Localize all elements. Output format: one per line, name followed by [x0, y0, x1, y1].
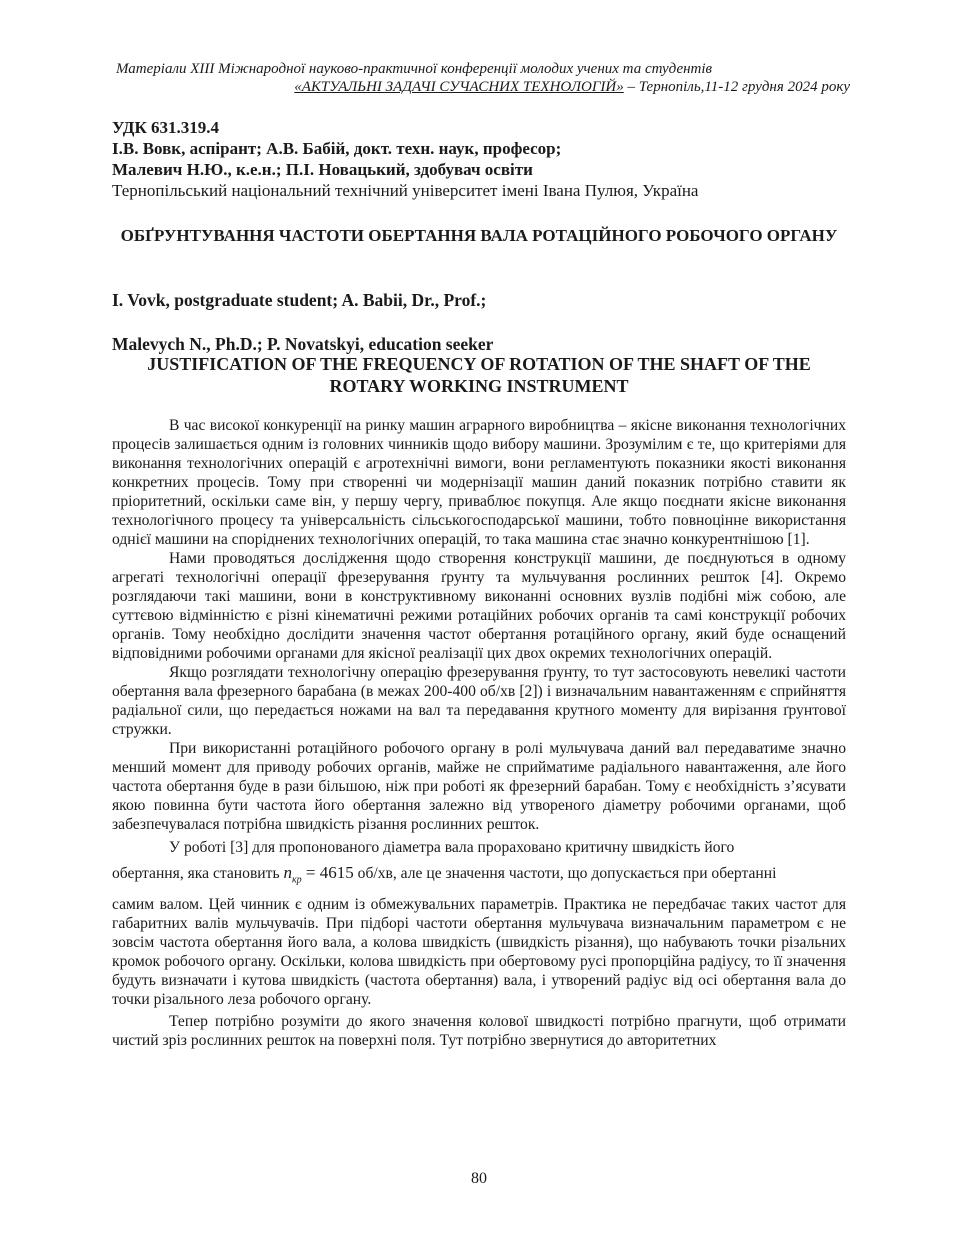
authors-en-line2: Malevych N., Ph.D.; P. Novatskyi, education seeker [112, 334, 494, 354]
title-ukrainian: ОБҐРУНТУВАННЯ ЧАСТОТИ ОБЕРТАННЯ ВАЛА РОТАЦІЙНОГО РОБОЧОГО ОРГАНУ [120, 226, 838, 245]
body-text [112, 416, 846, 1050]
paragraph-continuation: самим валом. Цей чинник є одним із обмежувальних параметрів. Практика не передбачає таких частот для габаритних валів мульчувачів. При підборі частоти обертання мульчувача визначальним параметром є не зовсім частота обертання його вала, а колова швидкість (швидкість різання), що набувають точки різальних кромок робочого органу. Оскільки, колова швидкість при обертовому русі пропорційна радіусу, то її значення будуть визначати і кутова швидкість (частота обертання) вала, і утворений радіус від осі обертання вала до точки різального леза робочого органу. [112, 896, 846, 1009]
affiliation: Тернопільський національний технічний університет імені Івана Пулюя, Україна [112, 181, 699, 200]
authors-en-line1: I. Vovk, postgraduate student; A. Babii, Dr., Prof.; [112, 290, 487, 310]
formula-symbol: n [283, 863, 292, 882]
conference-title: «АКТУАЛЬНІ ЗАДАЧІ СУЧАСНИХ ТЕХНОЛОГІЙ» [294, 79, 624, 95]
page-number: 80 [471, 1170, 487, 1187]
running-header-line2 [110, 78, 850, 96]
conference-place-date: – Тернопіль,11-12 грудня 2024 року [623, 79, 850, 95]
paragraph: При використанні ротаційного робочого органу в ролі мульчувача даний вал передаватиме значно менший момент для приводу робочих органів, майже не сприйматиме радіального навантаження, але його частота обертання буде в рази більшою, ніж при роботі як фрезерний барабан. Тому є необхідність з’ясувати якою повинна бути частота його обертання залежно від утвореного діаметру робочими органами, щоб забезпечувалася потрібна швидкість різання рослинних решток. [112, 740, 846, 833]
paragraph-line: У роботі [3] для пропонованого діаметра вала прораховано критичну швидкість його [169, 839, 735, 856]
critical-speed-formula [283, 863, 354, 886]
formula-trail-text: об/хв, але це значення частоти, що допускається при обертанні [353, 865, 777, 882]
formula-value: = 4615 [301, 863, 354, 882]
authors-ua-line2: Малевич Н.Ю., к.е.н.; П.І. Новацький, здобувач освіти [112, 160, 533, 179]
formula-lead-text: обертання, яка становить [112, 865, 284, 882]
udc-code: УДК 631.319.4 [112, 118, 220, 137]
paragraph: Якщо розглядати технологічну операцію фрезерування ґрунту, то тут застосовують невеликі частоти обертання вала фрезерного барабана (в межах 200-400 об/хв [2]) і визначальним навантаженням є сприйняття радіальної сили, що передається ножами на вал та передавання крутного моменту для вирізання ґрунтової стружки. [112, 664, 846, 738]
formula-line [112, 863, 846, 889]
running-header-line1: Матеріали XIII Міжнародної науково-практичної конференції молодих учених та студентів [116, 61, 713, 77]
paragraph: Тепер потрібно розуміти до якого значення колової швидкості потрібно прагнути, щоб отримати чистий зріз рослинних решток на поверхні поля. Тут потрібно звернутися до авторитетних [112, 1013, 846, 1050]
title-english: JUSTIFICATION OF THE FREQUENCY OF ROTATION OF THE SHAFT OF THE ROTARY WORKING INSTRUMENT [147, 354, 811, 396]
paragraph: В час високої конкуренції на ринку машин аграрного виробництва – якісне виконання технологічних процесів залишається одним із головних чинників щодо вибору машини. Зрозумілим є те, що критеріями для виконання технологічних операцій є агротехнічні вимоги, вони регламентують показники якості виконання конкретних процесів. Тому при створенні чи модернізації машин даний показник потрібно ставити як пріоритетний, оскільки саме він, у першу чергу, приваблює покупця. Але якщо поєднати якісне виконання технологічного процесу та універсальність сільськогосподарської машини, тобто повноцінне використання однієї машини на споріднених технологічних операцій, то така машина стає значно конкурентнішою [1]. [112, 417, 846, 548]
formula-subscript: кр [291, 874, 302, 886]
paragraph-with-formula [112, 838, 846, 1009]
authors-ua-line1: І.В. Вовк, аспірант; А.В. Бабій, докт. техн. наук, професор; [112, 139, 562, 158]
paragraph: Нами проводяться дослідження щодо створення конструкції машини, де поєднуються в одному агрегаті технологічні операції фрезерування ґрунту та мульчування рослинних решток [4]. Окремо розглядаючи такі машини, вони в конструктивному виконанні основних вузлів подібні між собою, але суттєвою відмінністю є різні кінематичні режими ротаційних робочих органів та самі конструкції робочих органів. Тому необхідно дослідити значення частот обертання ротаційного органу, який буде оснащений відповідними робочими органами для якісної реалізації цих двох окремих технологічних операцій. [112, 550, 846, 662]
